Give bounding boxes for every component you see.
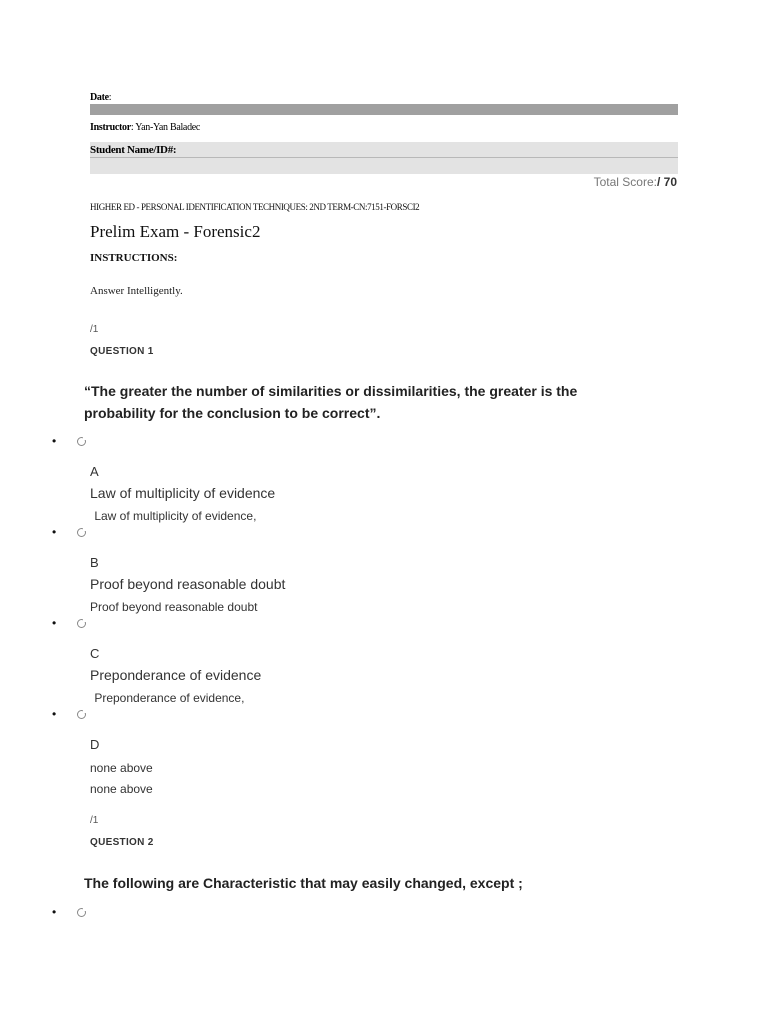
option-c-radio[interactable] (77, 619, 86, 628)
list-bullet: • (52, 525, 57, 539)
date-value: : (108, 92, 112, 103)
date-label: Date (90, 92, 109, 103)
question-1-label: QUESTION 1 (90, 346, 154, 357)
exam-title: Prelim Exam - Forensic2 (90, 222, 261, 241)
student-bar (90, 142, 678, 157)
date-bar (90, 104, 678, 115)
option-d-letter: D (90, 737, 100, 752)
question-2-text: The following are Characteristic that may easily changed, except ; (84, 875, 523, 891)
student-label: Student Name/ID#: (90, 144, 177, 156)
date-row (90, 92, 111, 103)
option-a-desc: Law of multiplicity of evidence, (91, 509, 257, 523)
instructions-heading: INSTRUCTIONS: (90, 252, 178, 264)
list-bullet: • (52, 434, 57, 448)
option-b-desc: Proof beyond reasonable doubt (90, 600, 258, 614)
list-bullet: • (52, 616, 57, 630)
total-score-value: / 70 (656, 175, 677, 189)
instructor-row (90, 122, 200, 133)
question-2-points: /1 (90, 815, 99, 826)
list-bullet: • (52, 707, 57, 721)
list-bullet: • (52, 905, 57, 919)
course-name: HIGHER ED - PERSONAL IDENTIFICATION TECHNIQUES: 2ND TERM-CN:7151-FORSCI2 (90, 202, 420, 212)
option-c-letter: C (90, 646, 100, 661)
option-d-desc: none above (90, 782, 153, 796)
student-field (90, 158, 678, 174)
question-2-option-radio[interactable] (77, 908, 86, 917)
option-d-title: none above (90, 761, 153, 775)
total-score-label: Total Score: (593, 175, 657, 189)
option-c-title: Preponderance of evidence (90, 667, 262, 683)
option-b-radio[interactable] (77, 528, 86, 537)
option-a-letter: A (90, 464, 99, 479)
question-1-text: “The greater the number of similarities or dissimilarities, the greater is the probability for the conclusion to be correct”. (84, 383, 578, 421)
option-b-letter: B (90, 555, 99, 570)
total-score (594, 175, 677, 189)
question-2-label: QUESTION 2 (90, 837, 154, 848)
question-1-points: /1 (90, 324, 99, 335)
option-b-title: Proof beyond reasonable doubt (90, 576, 286, 592)
instructions-text: Answer Intelligently. (90, 285, 183, 297)
instructor-value: : Yan-Yan Baladec (130, 122, 201, 133)
option-a-radio[interactable] (77, 437, 86, 446)
instructor-label: Instructor (90, 122, 131, 133)
option-a-title: Law of multiplicity of evidence (90, 485, 276, 501)
option-c-desc: Preponderance of evidence, (91, 691, 245, 705)
option-d-radio[interactable] (77, 710, 86, 719)
